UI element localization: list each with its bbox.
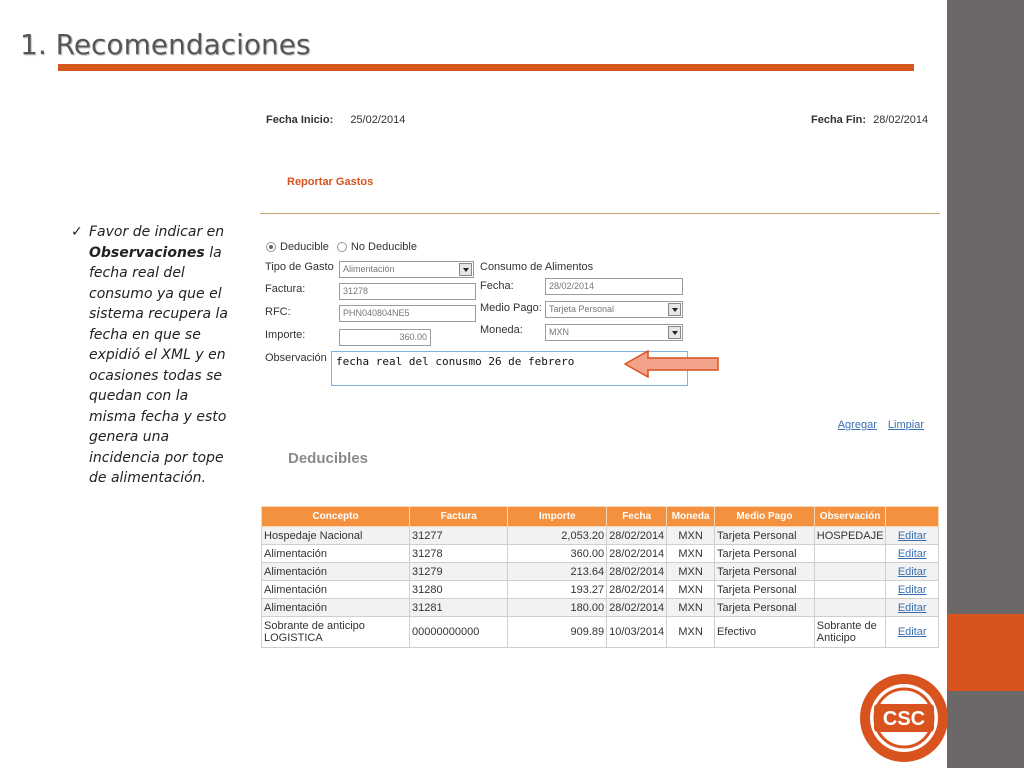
moneda-value: MXN <box>549 327 569 337</box>
cell-edit <box>886 527 939 545</box>
cell-importe: 2,053.20 <box>508 527 607 545</box>
factura-label: Factura: <box>265 283 306 295</box>
radio-deducible[interactable] <box>266 242 276 252</box>
cell-moneda: MXN <box>667 599 715 617</box>
column-header: Moneda <box>667 507 715 527</box>
medio-pago-select[interactable] <box>545 301 683 318</box>
table-row <box>262 599 939 617</box>
cell-importe: 180.00 <box>508 599 607 617</box>
cell-medio-pago: Tarjeta Personal <box>715 527 815 545</box>
rfc-input[interactable]: PHN040804NE5 <box>339 305 476 322</box>
importe-input[interactable]: 360.00 <box>339 329 431 346</box>
cell-observacion: Sobrante de Anticipo <box>814 617 886 648</box>
cell-edit <box>886 563 939 581</box>
table-row <box>262 563 939 581</box>
cell-fecha: 28/02/2014 <box>607 527 667 545</box>
reportar-gastos-link[interactable]: Reportar Gastos <box>287 176 374 188</box>
editar-link[interactable]: Editar <box>897 583 927 596</box>
cell-concepto: Hospedaje Nacional <box>262 527 410 545</box>
note-text-bold: Observaciones <box>89 244 205 261</box>
expense-app-screenshot <box>260 100 940 660</box>
right-sidebar-accent <box>947 614 1024 691</box>
radio-no-deducible-label: No Deducible <box>350 241 417 253</box>
cell-observacion <box>814 563 886 581</box>
cell-moneda: MXN <box>667 617 715 648</box>
cell-observacion <box>814 545 886 563</box>
medio-pago-label: Medio Pago: <box>480 302 542 314</box>
cell-fecha: 28/02/2014 <box>607 599 667 617</box>
table-row <box>262 581 939 599</box>
cell-concepto: Alimentación <box>262 545 410 563</box>
observacion-textarea[interactable]: fecha real del conusmo 26 de febrero <box>331 351 688 386</box>
editar-link[interactable]: Editar <box>897 547 927 560</box>
editar-link[interactable]: Editar <box>897 565 927 578</box>
column-header: Concepto <box>262 507 410 527</box>
cell-factura: 31280 <box>410 581 508 599</box>
cell-factura: 00000000000 <box>410 617 508 648</box>
deducibles-table <box>261 506 939 648</box>
moneda-label: Moneda: <box>480 324 523 336</box>
moneda-select[interactable] <box>545 324 683 341</box>
recommendation-note <box>72 222 232 489</box>
cell-medio-pago: Tarjeta Personal <box>715 581 815 599</box>
column-header: Fecha <box>607 507 667 527</box>
importe-label: Importe: <box>265 329 306 341</box>
observacion-label: Observación <box>265 352 327 364</box>
factura-input[interactable]: 31278 <box>339 283 476 300</box>
form-actions <box>830 419 924 431</box>
cell-factura: 31278 <box>410 545 508 563</box>
cell-moneda: MXN <box>667 563 715 581</box>
column-header <box>886 507 939 527</box>
fecha-inicio <box>266 114 405 126</box>
column-header: Observación <box>814 507 886 527</box>
cell-concepto: Alimentación <box>262 581 410 599</box>
medio-pago-value: Tarjeta Personal <box>549 304 615 314</box>
tipo-gasto-label: Tipo de Gasto <box>265 261 334 273</box>
fecha-fin-label: Fecha Fin: <box>811 114 867 126</box>
table-header-row <box>262 507 939 527</box>
cell-importe: 360.00 <box>508 545 607 563</box>
fecha-fin-value: 28/02/2014 <box>873 114 929 126</box>
editar-link[interactable]: Editar <box>897 529 927 542</box>
cell-observacion <box>814 599 886 617</box>
fecha-input[interactable]: 28/02/2014 <box>545 278 683 295</box>
deducibles-heading: Deducibles <box>288 450 369 467</box>
cell-factura: 31277 <box>410 527 508 545</box>
limpiar-link[interactable]: Limpiar <box>887 419 924 431</box>
agregar-link[interactable]: Agregar <box>837 419 877 431</box>
cell-edit <box>886 599 939 617</box>
cell-observacion <box>814 581 886 599</box>
column-header: Medio Pago <box>715 507 815 527</box>
cell-fecha: 28/02/2014 <box>607 581 667 599</box>
logo-text: CSC <box>882 708 926 730</box>
consumo-label: Consumo de Alimentos <box>480 261 594 273</box>
radio-deducible-label: Deducible <box>280 241 329 253</box>
chevron-down-icon <box>668 303 681 316</box>
title-underline <box>58 64 914 71</box>
checkmark-icon: ✓ <box>71 224 83 240</box>
cell-edit <box>886 545 939 563</box>
slide-title: 1. Recomendaciones <box>20 28 311 61</box>
cell-medio-pago: Efectivo <box>715 617 815 648</box>
fecha-inicio-value: 25/02/2014 <box>350 114 406 126</box>
cell-edit <box>886 581 939 599</box>
cell-medio-pago: Tarjeta Personal <box>715 545 815 563</box>
cell-fecha: 10/03/2014 <box>607 617 667 648</box>
cell-moneda: MXN <box>667 527 715 545</box>
cell-medio-pago: Tarjeta Personal <box>715 599 815 617</box>
cell-importe: 193.27 <box>508 581 607 599</box>
cell-edit <box>886 617 939 648</box>
cell-concepto: Alimentación <box>262 563 410 581</box>
table-row <box>262 527 939 545</box>
editar-link[interactable]: Editar <box>897 626 927 638</box>
chevron-down-icon <box>459 263 472 276</box>
highlight-arrow-icon <box>624 350 720 378</box>
section-divider <box>260 213 940 214</box>
deducible-radio-group <box>266 241 417 253</box>
fecha-fin <box>811 114 928 126</box>
note-text <box>89 222 232 489</box>
cell-importe: 909.89 <box>508 617 607 648</box>
cell-moneda: MXN <box>667 545 715 563</box>
tipo-gasto-value: Alimentación <box>343 264 395 274</box>
note-text-post: la fecha real del consumo ya que el sistema recupera la fecha en que se expidió el XML y en ocasiones todas se quedan con la misma fecha y esto genera una incidencia por tope de alimentación. <box>89 244 228 486</box>
chevron-down-icon <box>668 326 681 339</box>
cell-fecha: 28/02/2014 <box>607 545 667 563</box>
table-row <box>262 545 939 563</box>
cell-moneda: MXN <box>667 581 715 599</box>
fecha-inicio-label: Fecha Inicio: <box>266 114 334 126</box>
cell-observacion: HOSPEDAJE <box>814 527 886 545</box>
cell-factura: 31279 <box>410 563 508 581</box>
radio-no-deducible[interactable] <box>337 242 347 252</box>
cell-factura: 31281 <box>410 599 508 617</box>
column-header: Importe <box>508 507 607 527</box>
table-row <box>262 617 939 648</box>
cell-importe: 213.64 <box>508 563 607 581</box>
tipo-gasto-select[interactable] <box>339 261 474 278</box>
cell-medio-pago: Tarjeta Personal <box>715 563 815 581</box>
cell-fecha: 28/02/2014 <box>607 563 667 581</box>
csc-logo <box>858 672 950 764</box>
editar-link[interactable]: Editar <box>897 601 927 614</box>
column-header: Factura <box>410 507 508 527</box>
cell-concepto: Sobrante de anticipo LOGISTICA <box>262 617 410 648</box>
cell-concepto: Alimentación <box>262 599 410 617</box>
note-text-pre: Favor de indicar en <box>89 224 225 240</box>
rfc-label: RFC: <box>265 306 291 318</box>
fecha-label: Fecha: <box>480 280 514 292</box>
